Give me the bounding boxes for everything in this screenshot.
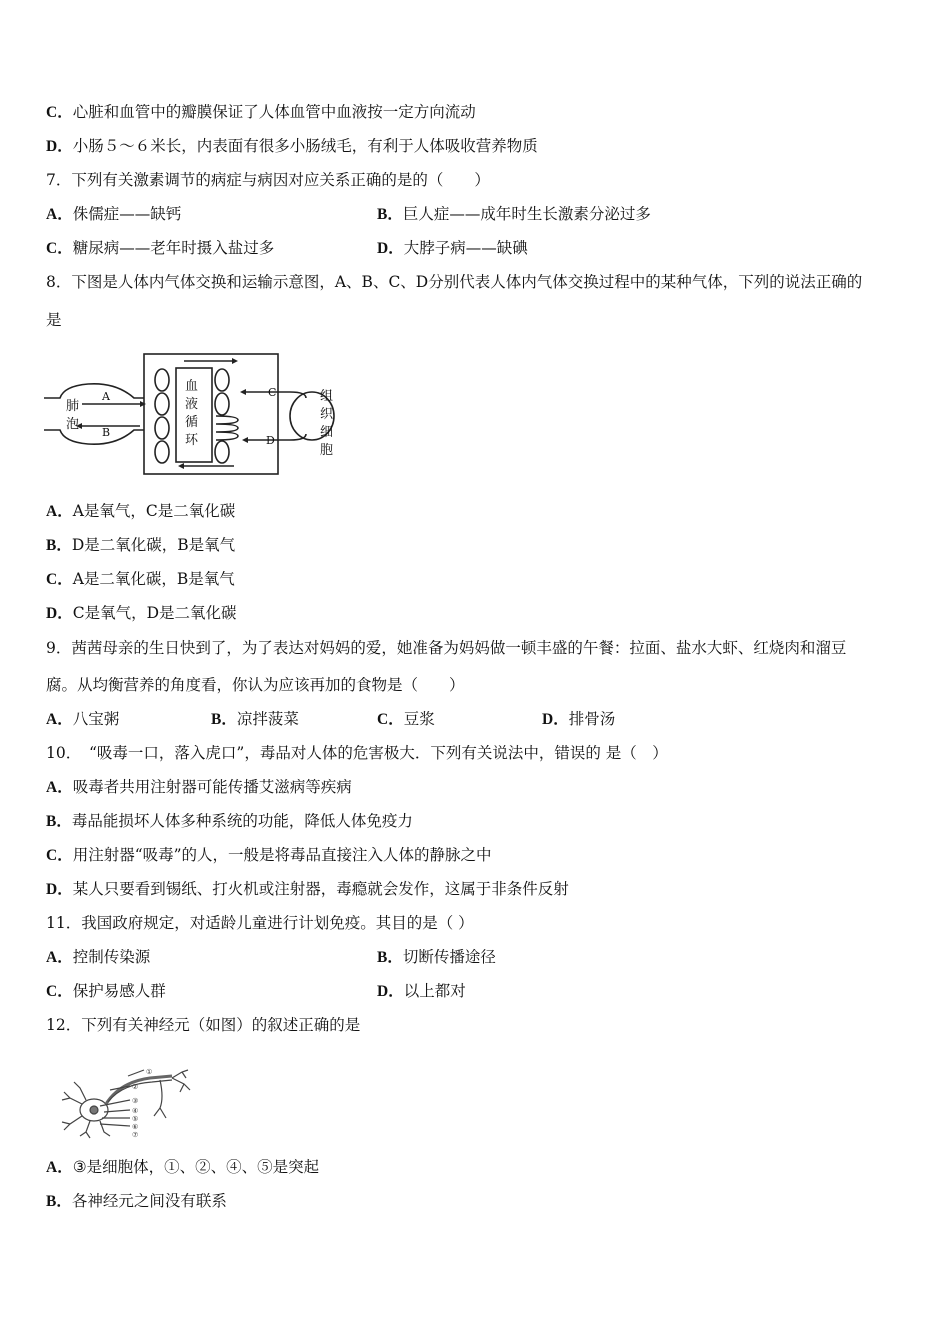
q8-option-c: C．A是二氧化碳，B是氧气: [46, 570, 235, 588]
line-q6c: C．心脏和血管中的瓣膜保证了人体血管中血液按一定方向流动: [46, 103, 476, 121]
q8-option-d: D．C是氧气，D是二氧化碳: [46, 604, 237, 622]
neuron-label-5: ⑤: [132, 1115, 139, 1123]
blood-label-1: 血: [185, 379, 199, 394]
line-q11: 11．我国政府规定，对适龄儿童进行计划免疫。其目的是（ ）: [46, 914, 474, 932]
q7-option-a: A．侏儒症——缺钙: [46, 205, 182, 223]
tissue-label-2: 织: [320, 407, 334, 422]
q11-option-b: B．切断传播途径: [377, 948, 496, 966]
line-q8b: 是: [46, 311, 62, 329]
tissue-label-3: 细: [320, 425, 334, 440]
neuron-label-6: ⑥: [132, 1123, 139, 1131]
q12-option-a: A．③是细胞体，①、②、④、⑤是突起: [46, 1158, 320, 1176]
line-q12: 12．下列有关神经元（如图）的叙述正确的是: [46, 1016, 361, 1034]
q7-option-b: B．巨人症——成年时生长激素分泌过多: [377, 205, 651, 223]
neuron-label-3: ③: [132, 1097, 139, 1105]
q10-option-d: D．某人只要看到锡纸、打火机或注射器，毒瘾就会发作，这属于非条件反射: [46, 880, 569, 898]
q9-option-b: B．凉拌菠菜: [211, 710, 299, 728]
gas-label-d: D: [266, 434, 275, 447]
q9-option-c: C．豆浆: [377, 710, 435, 728]
q8-option-a: A．A是氧气，C是二氧化碳: [46, 502, 236, 520]
alveolus-outline: [44, 384, 144, 398]
gas-label-a: A: [102, 390, 110, 403]
q10-option-c: C．用注射器“吸毒”的人，一般是将毒品直接注入人体的静脉之中: [46, 846, 492, 864]
tissue-label-1: 组: [320, 389, 334, 404]
blood-label-3: 循: [185, 415, 199, 430]
neuron-diagram: [60, 1068, 194, 1140]
q11-option-d: D．以上都对: [377, 982, 466, 1000]
q7-option-d: D．大脖子病——缺碘: [377, 239, 528, 257]
neuron-label-1: ①: [146, 1068, 153, 1076]
neuron-label-7: ⑦: [132, 1131, 139, 1139]
q11-option-c: C．保护易感人群: [46, 982, 166, 1000]
gas-exchange-diagram: [44, 348, 340, 480]
q11-option-a: A．控制传染源: [46, 948, 151, 966]
q9-option-d: D．排骨汤: [542, 710, 616, 728]
line-q9b: 腐。从均衡营养的角度看，你认为应该再加的食物是（ ）: [46, 676, 465, 694]
gas-label-c: C: [268, 386, 277, 399]
gas-label-b: B: [102, 426, 111, 439]
q10-option-b: B．毒品能损坏人体多种系统的功能，降低人体免疫力: [46, 812, 413, 830]
line-q9a: 9．茜茜母亲的生日快到了，为了表达对妈妈的爱，她准备为妈妈做一顿丰盛的午餐：拉面、盐水大虾、红烧肉和溜豆: [46, 639, 847, 657]
lung-label-1: 肺: [66, 399, 80, 414]
line-q6d: D．小肠５～６米长，内表面有很多小肠绒毛，有利于人体吸收营养物质: [46, 137, 538, 155]
q7-option-c: C．糖尿病——老年时摄入盐过多: [46, 239, 275, 257]
neuron-label-4: ④: [132, 1107, 139, 1115]
q8-option-b: B．D是二氧化碳，B是氧气: [46, 536, 236, 554]
line-q8a: 8．下图是人体内气体交换和运输示意图，A、B、C、D分别代表人体内气体交换过程中的某种气体，下列的说法正确的: [46, 273, 863, 291]
tissue-label-4: 胞: [320, 443, 334, 458]
neuron-label-2: ②: [132, 1083, 139, 1091]
q9-option-a: A．八宝粥: [46, 710, 120, 728]
blood-label-2: 液: [185, 397, 199, 412]
line-q7: 7．下列有关激素调节的病症与病因对应关系正确的是的（ ）: [46, 171, 490, 189]
line-q10: 10． “吸毒一口，落入虎口”，毒品对人体的危害极大．下列有关说法中，错误的 是（ ）: [46, 744, 668, 762]
q12-option-b: B．各神经元之间没有联系: [46, 1192, 227, 1210]
q10-option-a: A．吸毒者共用注射器可能传播艾滋病等疾病: [46, 778, 352, 796]
lung-label-2: 泡: [66, 417, 80, 432]
blood-label-4: 环: [185, 433, 199, 448]
